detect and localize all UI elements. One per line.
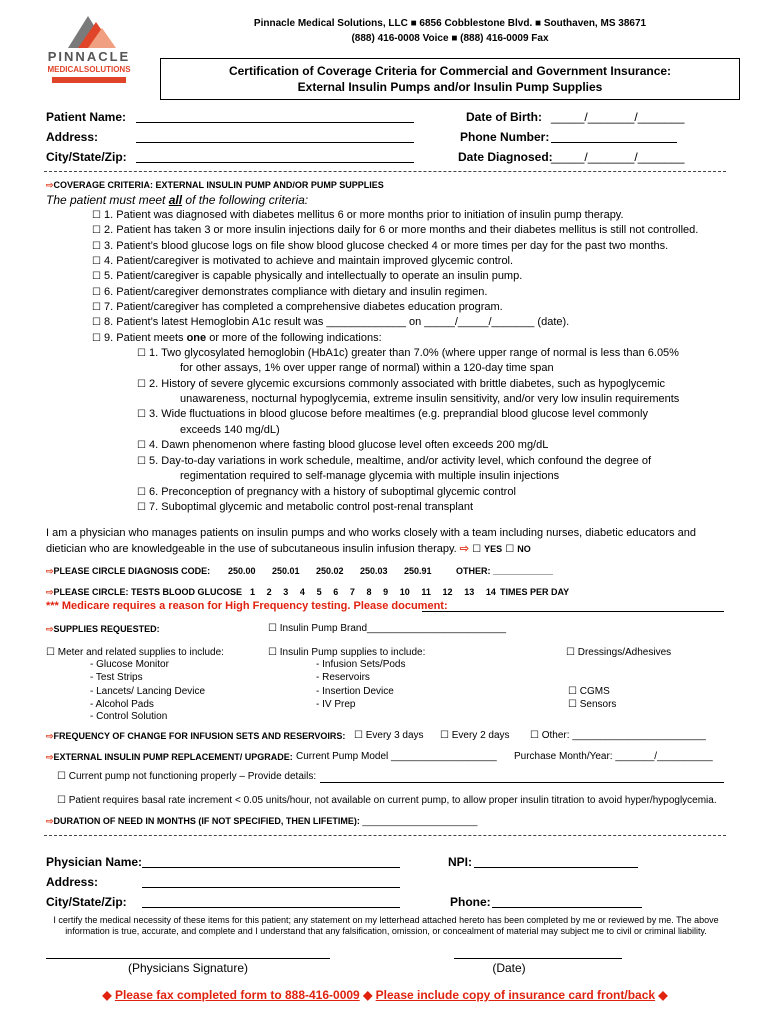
- checkbox-icon: ☐: [92, 241, 101, 252]
- dob-label: Date of Birth:: [466, 110, 542, 124]
- frequency-every-3-days[interactable]: ☐ Every 3 days: [354, 730, 424, 741]
- diagnosis-code-250-01[interactable]: 250.01: [272, 566, 300, 576]
- checkbox-icon: ☐: [354, 730, 363, 741]
- test-count[interactable]: 14: [485, 587, 496, 597]
- phone-field[interactable]: [551, 132, 677, 143]
- checkbox-icon: ☐: [137, 456, 146, 467]
- checkbox-icon: ☐: [568, 699, 577, 710]
- criteria-item-1[interactable]: ☐ 1. Patient was diagnosed with diabetes mellitus 6 or more months prior to initiation of insulin pump therapy.: [92, 209, 624, 221]
- diagnosis-code-250-00[interactable]: 250.00: [228, 566, 256, 576]
- arrow-right-icon: ⇨: [459, 543, 470, 555]
- checkbox-icon: ☐: [268, 647, 277, 658]
- diagnosis-label: ⇨PLEASE CIRCLE DIAGNOSIS CODE:: [46, 566, 211, 576]
- indication-5-cont: regimentation required to self-manage glycemia with multiple insulin injections: [180, 470, 560, 482]
- criteria-item-8[interactable]: ☐ 8. Patient’s latest Hemoglobin A1c result was _____________ on _____/_____/_______ (date).: [92, 316, 570, 328]
- purchase-date-field[interactable]: Purchase Month/Year: _______/__________: [514, 751, 713, 762]
- criteria-item-7[interactable]: ☐ 7. Patient/caregiver has completed a comprehensive diabetes education program.: [92, 301, 503, 313]
- arrow-right-icon: ⇨: [46, 816, 54, 826]
- checkbox-icon: ☐: [568, 686, 577, 697]
- certify-line1: I certify the medical necessity of these items for this patient; any statement on my letterhead attached hereto has been completed by me or reviewed by me. The above: [53, 915, 719, 925]
- checkbox-icon: ☐: [92, 317, 101, 328]
- checkbox-icon: ☐: [137, 379, 146, 390]
- certify-line2: information is true, accurate, and complete and I understand that any falsification, omission, or concealment of material may subject me to civil or criminal liability.: [65, 926, 707, 936]
- test-count[interactable]: 13: [464, 587, 475, 597]
- medicare-note: *** Medicare requires a reason for High Frequency testing. Please document:: [46, 600, 448, 612]
- dob-field[interactable]: _____/_______/_______: [551, 110, 685, 124]
- checkbox-icon: ☐: [137, 348, 146, 359]
- checkbox-icon: ☐: [92, 333, 101, 344]
- physician-name-field[interactable]: [142, 857, 400, 868]
- arrow-right-icon: ⇨: [46, 566, 54, 576]
- indication-3[interactable]: ☐ 3. Wide fluctuations in blood glucose before mealtimes (e.g. preprandial blood glucose level commonly: [137, 408, 648, 420]
- divider: [44, 171, 726, 172]
- patient-name-label: Patient Name:: [46, 110, 127, 124]
- indication-5[interactable]: ☐ 5. Day-to-day variations in work schedule, mealtime, and/or activity level, which confound the degree of: [137, 455, 652, 467]
- test-count[interactable]: 9: [383, 587, 389, 597]
- checkbox-icon: ☐: [92, 287, 101, 298]
- supplies-label: ⇨SUPPLIES REQUESTED:: [46, 624, 160, 634]
- date-label: (Date): [492, 961, 526, 975]
- diagnosed-label: Date Diagnosed:: [458, 150, 553, 164]
- physician-address-field[interactable]: [142, 877, 400, 888]
- no-checkbox-icon[interactable]: ☐: [505, 544, 515, 555]
- checkbox-icon: ☐: [566, 647, 575, 658]
- checkbox-icon: ☐: [92, 225, 101, 236]
- pump-item: - Infusion Sets/Pods: [316, 659, 406, 670]
- yes-checkbox-icon[interactable]: ☐: [472, 544, 482, 555]
- frequency-every-2-days[interactable]: ☐ Every 2 days: [440, 730, 510, 741]
- logo-name-top: PINNACLE: [47, 49, 131, 64]
- test-count[interactable]: 7: [349, 587, 355, 597]
- test-count[interactable]: 1: [250, 587, 256, 597]
- checkbox-icon: ☐: [268, 623, 277, 634]
- company-logo: [30, 10, 148, 90]
- meter-item: - Test Strips: [90, 672, 143, 683]
- arrow-right-icon: ⇨: [46, 624, 54, 634]
- physician-name-label: Physician Name:: [46, 855, 143, 869]
- diagnosis-other[interactable]: OTHER: ____________: [456, 566, 554, 576]
- checkbox-icon: ☐: [530, 730, 539, 741]
- npi-field[interactable]: [474, 857, 638, 868]
- test-count[interactable]: 10: [399, 587, 410, 597]
- duration-label: ⇨DURATION OF NEED IN MONTHS (IF NOT SPECIFIED, THEN LIFETIME): _______________________: [46, 816, 478, 826]
- test-count[interactable]: 12: [442, 587, 453, 597]
- diamond-icon: ◆: [658, 988, 668, 1002]
- form-title-line1: Certification of Coverage Criteria for Commercial and Government Insurance:: [228, 64, 672, 78]
- indication-1[interactable]: ☐ 1. Two glycosylated hemoglobin (HbA1c) greater than 7.0% (where upper range of normal is less than 6.05%: [137, 347, 679, 359]
- criteria-item-5[interactable]: ☐ 5. Patient/caregiver is capable physically and intellectually to operate an insulin pump.: [92, 270, 523, 282]
- checkbox-icon: ☐: [137, 440, 146, 451]
- indication-3-cont: exceeds 140 mg/dL): [180, 424, 280, 436]
- cgms-option[interactable]: ☐ CGMS: [568, 686, 610, 697]
- criteria-heading: ⇨COVERAGE CRITERIA: EXTERNAL INSULIN PUMP AND/OR PUMP SUPPLIES: [46, 180, 384, 190]
- pump-item: - Reservoirs: [316, 672, 370, 683]
- arrow-right-icon: ⇨: [46, 731, 54, 741]
- mountain-logo-icon: [30, 10, 148, 90]
- diagnosis-code-250-91[interactable]: 250.91: [404, 566, 432, 576]
- diamond-icon: ◆: [363, 988, 373, 1002]
- frequency-other[interactable]: ☐ Other: ________________________: [530, 730, 706, 741]
- physician-city-field[interactable]: [142, 897, 400, 908]
- npi-label: NPI:: [448, 855, 472, 869]
- footer-note: ◆ Please fax completed form to 888-416-0009 ◆ Please include copy of insurance card front/back ◆: [102, 988, 668, 1002]
- current-pump-model-field[interactable]: Current Pump Model ___________________: [296, 751, 497, 762]
- date-line[interactable]: [454, 958, 622, 959]
- checkbox-icon: ☐: [46, 647, 55, 658]
- physician-phone-label: Phone:: [450, 895, 491, 909]
- tests-suffix: TIMES PER DAY: [500, 587, 570, 597]
- pump-details-field[interactable]: [320, 773, 724, 783]
- checkbox-icon: ☐: [137, 487, 146, 498]
- pump-not-functioning-option[interactable]: ☐ Current pump not functioning properly – Provide details:: [57, 771, 317, 782]
- duration-field[interactable]: _______________________: [362, 816, 478, 826]
- frequency-label: ⇨FREQUENCY OF CHANGE FOR INFUSION SETS AND RESERVOIRS:: [46, 731, 346, 741]
- logo-name-bottom: MEDICALSOLUTIONS: [47, 65, 131, 74]
- checkbox-icon: ☐: [137, 409, 146, 420]
- patient-city-label: City/State/Zip:: [46, 150, 127, 164]
- divider: [44, 835, 726, 836]
- physician-city-label: City/State/Zip:: [46, 895, 127, 909]
- arrow-right-icon: ⇨: [46, 752, 54, 762]
- physician-address-label: Address:: [46, 875, 99, 889]
- checkbox-icon: ☐: [57, 771, 66, 782]
- physician-statement-line1: I am a physician who manages patients on insulin pumps and who works closely with a team including nurses, diabetic educators and: [46, 527, 696, 539]
- patient-city-field[interactable]: [136, 152, 414, 163]
- indication-6[interactable]: ☐ 6. Preconception of pregnancy with a history of suboptimal glycemic control: [137, 486, 516, 498]
- indication-2-cont: unawareness, nocturnal hypoglycemia, extreme insulin sensitivity, and/or very low insulin requirements: [180, 393, 680, 405]
- indication-4[interactable]: ☐ 4. Dawn phenomenon where fasting blood glucose level often exceeds 200 mg/dL: [137, 439, 549, 451]
- physician-phone-field[interactable]: [492, 897, 642, 908]
- dressings-option[interactable]: ☐ Dressings/Adhesives: [566, 647, 672, 658]
- checkbox-icon: ☐: [57, 795, 66, 806]
- pump-item: - Insertion Device: [316, 686, 394, 697]
- criteria-item-4[interactable]: ☐ 4. Patient/caregiver is motivated to achieve and maintain improved glycemic control.: [92, 255, 514, 267]
- tests-label: ⇨PLEASE CIRCLE: TESTS BLOOD GLUCOSE: [46, 587, 243, 597]
- sensors-option[interactable]: ☐ Sensors: [568, 699, 617, 710]
- basal-rate-option[interactable]: ☐ Patient requires basal rate increment < 0.05 units/hour, not available on current pump, to allow proper insulin titration to avoid hyper/hypoglycemia.: [57, 795, 717, 806]
- checkbox-icon: ☐: [440, 730, 449, 741]
- meter-item: - Control Solution: [90, 711, 168, 722]
- physician-statement-line2: dietician who are knowledgeable in the use of subcutaneous insulin infusion therapy. ⇨ ☐ YES ☐ NO: [46, 543, 531, 555]
- diagnosis-code-250-02[interactable]: 250.02: [316, 566, 344, 576]
- criteria-item-6[interactable]: ☐ 6. Patient/caregiver demonstrates compliance with dietary and insulin regimen.: [92, 286, 488, 298]
- test-count[interactable]: 11: [421, 587, 431, 597]
- patient-address-field[interactable]: [136, 132, 414, 143]
- arrow-right-icon: ⇨: [46, 587, 54, 597]
- criteria-intro: The patient must meet all of the following criteria:: [46, 193, 309, 207]
- indication-1-cont: for other assays, 1% over upper range of normal) within a 120-day time span: [180, 362, 554, 374]
- test-count[interactable]: 8: [366, 587, 372, 597]
- diamond-icon: ◆: [102, 988, 112, 1002]
- pump-item: - IV Prep: [316, 699, 356, 710]
- indication-7[interactable]: ☐ 7. Suboptimal glycemic and metabolic control post-renal transplant: [137, 501, 474, 513]
- pump-supplies-option[interactable]: ☐ Insulin Pump supplies to include:: [268, 647, 426, 658]
- checkbox-icon: ☐: [92, 210, 101, 221]
- checkbox-icon: ☐: [92, 302, 101, 313]
- replacement-label: ⇨EXTERNAL INSULIN PUMP REPLACEMENT/ UPGRADE:: [46, 752, 293, 762]
- pump-brand-option[interactable]: ☐ Insulin Pump Brand_________________________: [268, 623, 507, 634]
- test-count[interactable]: 6: [333, 587, 339, 597]
- signature-label: (Physicians Signature): [127, 961, 249, 975]
- test-count[interactable]: 3: [283, 587, 289, 597]
- test-count[interactable]: 2: [266, 587, 272, 597]
- indication-2[interactable]: ☐ 2. History of severe glycemic excursions commonly associated with brittle diabetes, such as hypoglycemic: [137, 378, 666, 390]
- meter-item: - Lancets/ Lancing Device: [90, 686, 206, 697]
- tests-number-row: [250, 587, 496, 597]
- signature-line[interactable]: [46, 958, 330, 959]
- meter-item: - Glucose Monitor: [90, 659, 169, 670]
- diagnosis-code-250-03[interactable]: 250.03: [360, 566, 388, 576]
- form-title-line2: External Insulin Pumps and/or Insulin Pump Supplies: [297, 80, 603, 94]
- checkbox-icon: ☐: [92, 256, 101, 267]
- medicare-reason-field[interactable]: [422, 601, 724, 612]
- patient-address-label: Address:: [46, 130, 99, 144]
- company-phone-line: (888) 416-0008 Voice ■ (888) 416-0009 Fax: [351, 33, 549, 44]
- diagnosed-field[interactable]: _____/_______/_______: [551, 150, 685, 164]
- meter-item: - Alcohol Pads: [90, 699, 154, 710]
- criteria-item-9[interactable]: ☐ 9. Patient meets one or more of the following indications:: [92, 332, 382, 344]
- test-count[interactable]: 5: [316, 587, 322, 597]
- criteria-item-2[interactable]: ☐ 2. Patient has taken 3 or more insulin injections daily for 6 or more months and their diabetes mellitus is still not controlled.: [92, 224, 699, 236]
- checkbox-icon: ☐: [92, 271, 101, 282]
- arrow-right-icon: ⇨: [46, 180, 54, 190]
- company-address-line: Pinnacle Medical Solutions, LLC ■ 6856 Cobblestone Blvd. ■ Southaven, MS 38671: [253, 18, 647, 29]
- phone-label: Phone Number:: [460, 130, 550, 144]
- meter-supplies-option[interactable]: ☐ Meter and related supplies to include:: [46, 647, 224, 658]
- checkbox-icon: ☐: [137, 502, 146, 513]
- form-title-box: [160, 58, 740, 100]
- patient-name-field[interactable]: [136, 112, 414, 123]
- test-count[interactable]: 4: [299, 587, 305, 597]
- criteria-item-3[interactable]: ☐ 3. Patient’s blood glucose logs on file show blood glucose checked 4 or more times per day for the past two months.: [92, 240, 669, 252]
